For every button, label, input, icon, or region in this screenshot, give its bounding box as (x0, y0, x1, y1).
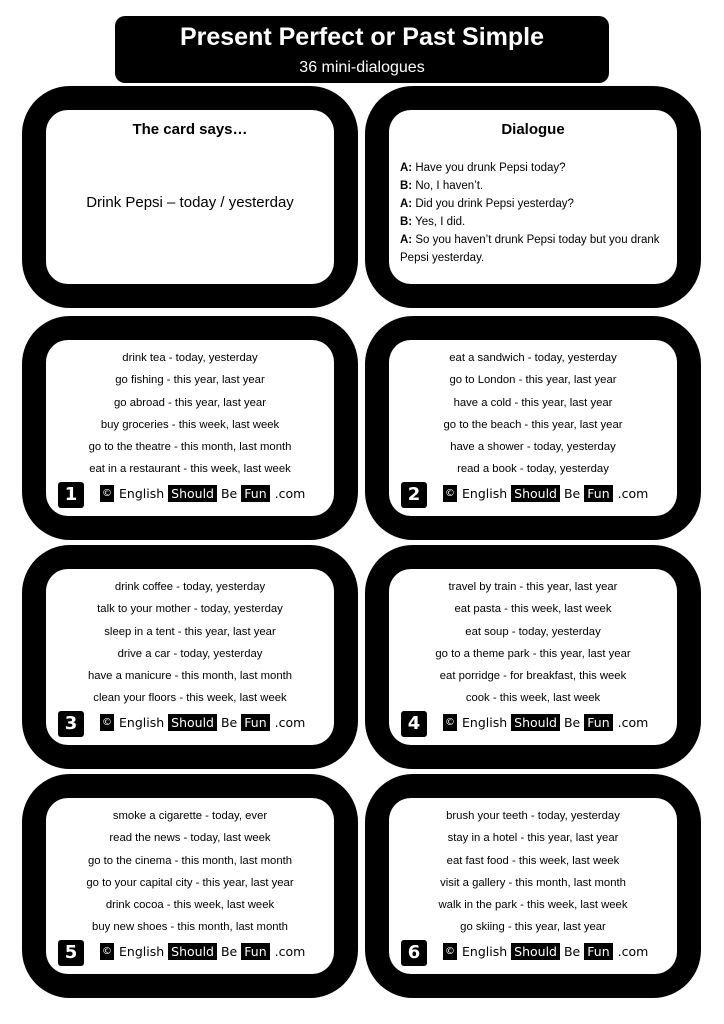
prompt-item: go to a theme park - this year, last year (435, 647, 631, 660)
prompt-item: have a shower - today, yesterday (450, 441, 616, 454)
copyright-icon: © (443, 943, 457, 960)
brand-word: Be (563, 943, 581, 959)
activity-card-face (389, 569, 677, 745)
prompt-item: buy new shoes - this month, last month (92, 921, 288, 934)
prompt-item: go to the beach - this year, last year (443, 418, 623, 431)
brand-suffix: .com (617, 485, 649, 501)
prompt-item: read a book - today, yesterday (457, 463, 609, 476)
dialogue-line (400, 231, 669, 267)
activity-card-face (389, 340, 677, 516)
activity-card-4 (365, 545, 701, 769)
brand-word: English (119, 485, 165, 501)
dialogue-card (365, 86, 701, 308)
prompt-item: sleep in a tent - this year, last year (104, 625, 276, 638)
copyright-icon: © (443, 485, 457, 502)
activity-card-3 (22, 545, 358, 769)
activity-card-6 (365, 774, 701, 998)
dialogue-utterance: Did you drink Pepsi yesterday? (412, 198, 574, 210)
card-number-badge: 3 (58, 711, 84, 737)
brand-word: English (119, 714, 165, 730)
prompt-item: eat in a restaurant - this week, last week (89, 463, 291, 476)
brand-word-boxed: Fun (584, 485, 612, 502)
brand-suffix: .com (274, 714, 306, 730)
worksheet-header (115, 16, 609, 83)
brand-word-boxed: Fun (241, 485, 269, 502)
card-number-badge: 6 (401, 940, 427, 966)
brand-word-boxed: Fun (584, 714, 612, 731)
prompt-item: go to the theatre - this month, last month (88, 441, 292, 454)
brand-suffix: .com (617, 943, 649, 959)
prompt-item: drive a car - today, yesterday (117, 647, 263, 660)
copyright-icon: © (443, 714, 457, 731)
brand-suffix: .com (617, 714, 649, 730)
activity-card-face (46, 569, 334, 745)
card-number-badge: 5 (58, 940, 84, 966)
brand-suffix: .com (274, 943, 306, 959)
activity-card-face (46, 340, 334, 516)
prompt-item: read the news - today, last week (109, 832, 271, 845)
prompt-item: drink coffee - today, yesterday (114, 581, 266, 593)
brand-word-boxed: Should (168, 714, 217, 731)
brand-word: English (119, 943, 165, 959)
brand-word: English (462, 714, 508, 730)
brand-word: Be (220, 714, 238, 730)
speaker-label: A: (400, 162, 413, 174)
speaker-label: A: (400, 198, 413, 210)
activity-card-2 (365, 316, 701, 540)
brand-word: Be (563, 714, 581, 730)
prompt-item: stay in a hotel - this year, last year (447, 832, 619, 845)
card-number-badge: 1 (58, 482, 84, 508)
brand-word: Be (563, 485, 581, 501)
dialogue-line (400, 195, 669, 213)
prompt-item: drink tea - today, yesterday (122, 352, 258, 364)
example-card-heading: The card says… (132, 121, 248, 138)
prompt-item: eat soup - today, yesterday (465, 625, 601, 638)
prompt-item: smoke a cigarette - today, ever (112, 810, 268, 822)
brand-logo (443, 713, 648, 731)
prompt-item: go to London - this year, last year (449, 374, 617, 387)
card-number-badge: 4 (401, 711, 427, 737)
prompt-item: have a cold - this year, last year (453, 396, 613, 409)
brand-word: Be (220, 943, 238, 959)
speaker-label: A: (400, 234, 413, 246)
dialogue-line (400, 213, 669, 231)
prompt-item: cook - this week, last week (465, 692, 601, 705)
brand-logo (100, 484, 305, 502)
prompt-list (46, 347, 334, 481)
dialogue-utterance: Yes, I did. (412, 216, 466, 228)
speaker-label: B: (400, 216, 413, 228)
prompt-item: go abroad - this year, last year (114, 396, 266, 409)
prompt-list (389, 805, 677, 939)
prompt-item: travel by train - this year, last year (448, 581, 618, 593)
dialogue-text (400, 159, 669, 267)
prompt-item: visit a gallery - this month, last month (440, 876, 626, 889)
activity-card-5 (22, 774, 358, 998)
brand-logo (100, 713, 305, 731)
brand-word-boxed: Fun (241, 714, 269, 731)
activity-card-face (389, 798, 677, 974)
prompt-item: eat a sandwich - today, yesterday (449, 352, 617, 364)
brand-logo (443, 942, 648, 960)
prompt-item: buy groceries - this week, last week (100, 418, 280, 431)
dialogue-line (400, 159, 669, 177)
prompt-item: eat porridge - for breakfast, this week (439, 670, 627, 683)
dialogue-card-face (389, 110, 677, 284)
dialogue-heading: Dialogue (501, 121, 565, 138)
brand-word: English (462, 943, 508, 959)
prompt-list (46, 576, 334, 710)
prompt-item: walk in the park - this week, last week (438, 899, 628, 912)
prompt-item: talk to your mother - today, yesterday (97, 603, 283, 616)
prompt-item: eat fast food - this week, last week (446, 854, 620, 867)
prompt-item: go to your capital city - this year, last year (86, 876, 294, 889)
copyright-icon: © (100, 485, 114, 502)
brand-word-boxed: Should (168, 485, 217, 502)
prompt-list (389, 347, 677, 481)
card-number-badge: 2 (401, 482, 427, 508)
prompt-list (46, 805, 334, 939)
prompt-list (389, 576, 677, 710)
brand-word-boxed: Should (511, 943, 560, 960)
dialogue-utterance: Have you drunk Pepsi today? (412, 162, 566, 174)
activity-card-face (46, 798, 334, 974)
prompt-item: brush your teeth - today, yesterday (446, 810, 620, 822)
worksheet-title: Present Perfect or Past Simple (179, 23, 545, 51)
brand-logo (100, 942, 305, 960)
prompt-item: go to the cinema - this month, last month (87, 854, 293, 867)
prompt-item: clean your floors - this week, last week (93, 692, 287, 705)
copyright-icon: © (100, 714, 114, 731)
dialogue-line (400, 177, 669, 195)
example-card-face (46, 110, 334, 284)
prompt-item: go skiing - this year, last year (460, 921, 606, 934)
brand-suffix: .com (274, 485, 306, 501)
prompt-item: drink cocoa - this week, last week (105, 899, 275, 912)
brand-word-boxed: Should (511, 714, 560, 731)
brand-word-boxed: Fun (584, 943, 612, 960)
copyright-icon: © (100, 943, 114, 960)
dialogue-utterance: No, I haven’t. (412, 180, 484, 192)
example-card-prompt: Drink Pepsi – today / yesterday (86, 194, 294, 211)
dialogue-utterance: So you haven’t drunk Pepsi today but you drank Pepsi yesterday. (400, 234, 660, 264)
example-card (22, 86, 358, 308)
speaker-label: B: (400, 180, 413, 192)
worksheet-subtitle: 36 mini-dialogues (299, 59, 425, 76)
brand-word-boxed: Should (511, 485, 560, 502)
brand-word-boxed: Fun (241, 943, 269, 960)
brand-word: English (462, 485, 508, 501)
prompt-item: have a manicure - this month, last month (87, 670, 293, 683)
activity-card-1 (22, 316, 358, 540)
brand-logo (443, 484, 648, 502)
brand-word: Be (220, 485, 238, 501)
prompt-item: eat pasta - this week, last week (454, 603, 612, 616)
prompt-item: go fishing - this year, last year (115, 374, 265, 387)
brand-word-boxed: Should (168, 943, 217, 960)
